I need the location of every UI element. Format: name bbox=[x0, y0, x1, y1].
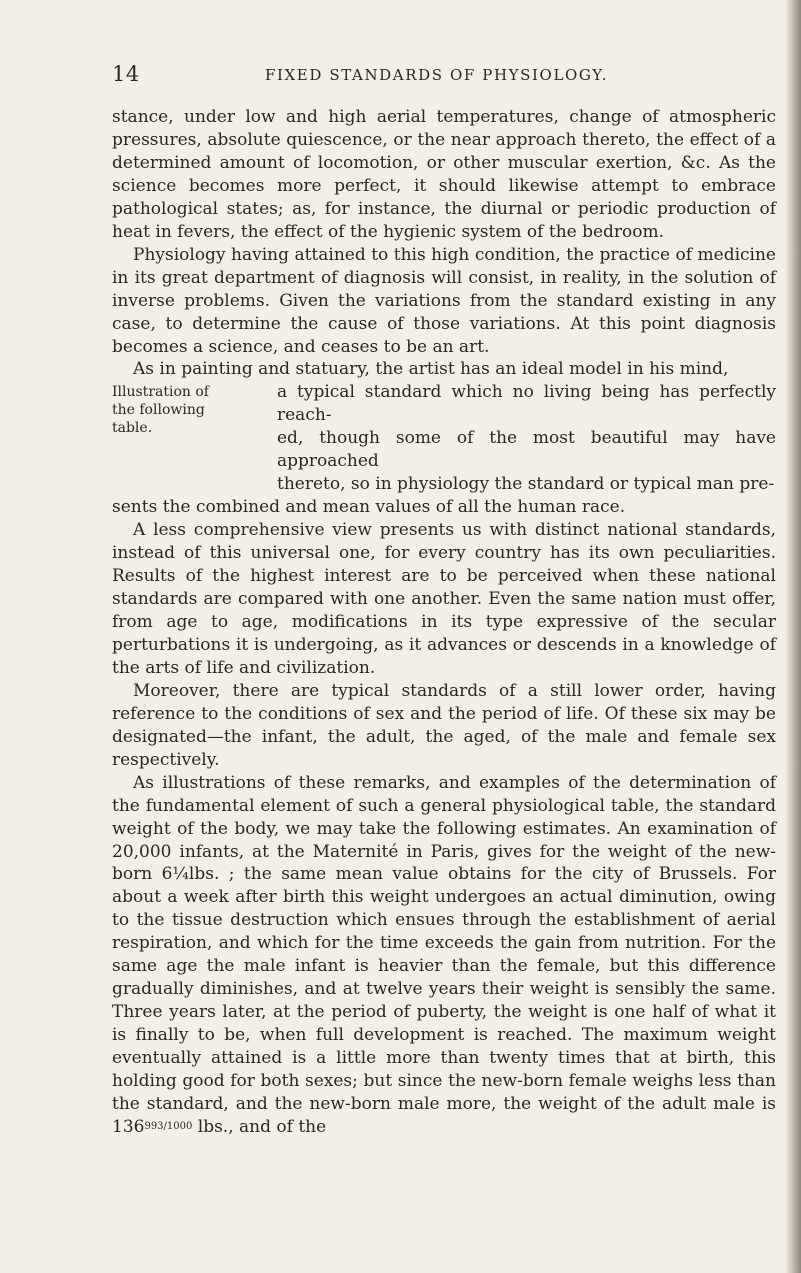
paragraph-line: As in painting and statuary, the artist has an ideal model in his mind, bbox=[133, 359, 729, 380]
paragraph-line: ed, though some of the most beautiful may have approached bbox=[277, 428, 776, 472]
marginal-block bbox=[112, 381, 776, 496]
paragraph-line: a typical standard which no living being has perfectly reach- bbox=[277, 382, 776, 426]
paragraph: stance, under low and high aerial temperatures, change of atmospheric pressures, absolute quiescence, or the near approach thereto, the effect of a determined amount of locomotion, or other muscular exertion, &c. As the science becomes more perfect, it should likewise attempt to embrace pathological states; as, for instance, the diurnal or periodic production of heat in fevers, the effect of the hygienic system of the bedroom. bbox=[112, 107, 776, 242]
paragraph-line: sents the combined and mean values of all the human race. bbox=[112, 497, 626, 518]
paragraph-line: thereto, so in physiology the standard or typical man pre- bbox=[277, 474, 775, 495]
paragraph bbox=[112, 772, 776, 1139]
paragraph: Moreover, there are typical standards of a still lower order, having reference to the conditions of sex and the period of life. Of these six may be designated—the infant, the adult, the aged, of the male and female sex respectively. bbox=[112, 680, 776, 770]
paragraph: A less comprehensive view presents us with distinct national standards, instead of this universal one, for every country has its own peculiarities. Results of the highest interest are to be perceived when these national standards are compared with one another. Even the same nation must offer, from age to age, modifications in its type expressive of the secular perturbations it is undergoing, as it advances or descends in a knowledge of the arts of life and civilization. bbox=[112, 520, 776, 678]
running-title: FIXED STANDARDS OF PHYSIOLOGY. bbox=[265, 66, 609, 84]
marginal-note: Illustration of the following table. bbox=[112, 384, 209, 437]
weight-fraction: 993/1000 bbox=[144, 1120, 193, 1132]
paragraph-tail: lbs., and of the bbox=[192, 1116, 327, 1137]
paragraph: Physiology having attained to this high condition, the practice of medicine in its great department of diagnosis will consist, in reality, in the solution of inverse problems. Given the variations from the standard existing in any case, to determine the cause of those variations. At this point diagnosis becomes a science, and ceases to be an art. bbox=[112, 244, 776, 357]
body-text bbox=[112, 106, 776, 1139]
page-number: 14 bbox=[112, 62, 140, 86]
page-edge-shadow bbox=[785, 0, 801, 1273]
paragraph-text: As illustrations of these remarks, and examples of the determination of the fundamental element of such a general physiological table, the standard weight of the body, we may take the following estimates. An examination of 20,000 infants, at the Maternité in Paris, gives for the weight of the new-born 6¼lbs. ; the same mean value obtains for the city of Brussels. For about a week after birth this weight undergoes an actual diminution, owing to the tissue destruction which ensues through the establishment of aerial respiration, and which for the time exceeds the gain from nutrition. For the same age the male infant is heavier than the female, but this difference gradually diminishes, and at twelve years their weight is sensibly the same. Three years later, at the period of puberty, the weight is one half of what it is finally to be, when full development is reached. The maximum weight eventually attained is a little more than twenty times that at birth, this holding good for both sexes; but since the new-born female weighs less than the standard, and the new-born male more, the weight of the adult male is 136 bbox=[112, 772, 776, 1137]
